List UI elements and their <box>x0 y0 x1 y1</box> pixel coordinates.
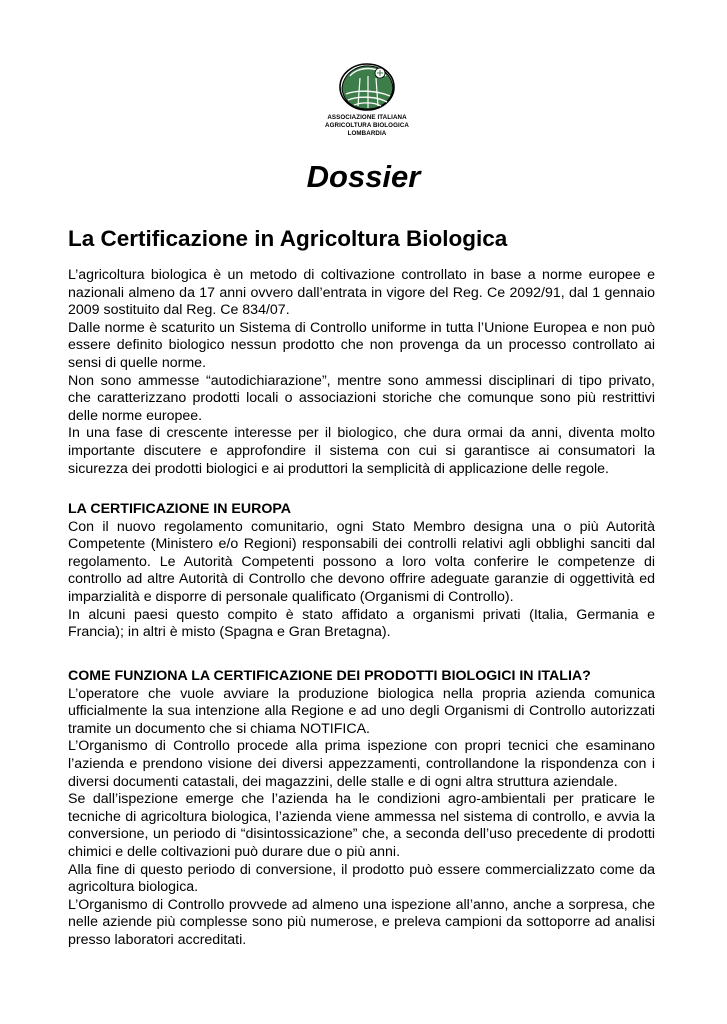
italy-paragraph: L’Organismo di Controllo provvede ad almeno una ispezione all’anno, anche a sorpresa, che nelle aziende più complesse sono più numerose, e preleva campioni da sottoporre ad analisi presso laboratori accreditati. <box>68 896 655 948</box>
europe-section-title: LA CERTIFICAZIONE IN EUROPA <box>68 501 292 517</box>
italy-section-title: COME FUNZIONA LA CERTIFICAZIONE DEI PRODOTTI BIOLOGICI IN ITALIA? <box>68 668 591 684</box>
logo-emblem-icon <box>336 60 398 112</box>
intro-paragraph: Non sono ammesse “autodichiarazione”, mentre sono ammessi disciplinari di tipo privato, che caratterizzano prodotti locali o associazioni storiche che comunque sono più restrittivi delle norme europee. <box>68 372 655 424</box>
logo-text-line1: ASSOCIAZIONE ITALIANA <box>327 114 407 121</box>
europe-paragraph: In alcuni paesi questo compito è stato affidato a organismi privati (Italia, Germania e Francia); in altri è misto (Spagna e Gran Bretagna). <box>68 606 655 641</box>
intro-section <box>68 267 655 478</box>
europe-paragraph: Con il nuovo regolamento comunitario, ogni Stato Membro designa una o più Autorità Competente (Ministero e/o Regioni) responsabili dei controlli relativi agli obblighi sanciti dal regolamento. Le Autorità Competenti possono a loro volta conferire le competenze di controllo ad altre Autorità di Controllo che devono offrire adeguate garanzie di oggettività ed imparzialità e disporre di personale qualificato (Organismi di Controllo). <box>68 518 655 605</box>
italy-paragraph: Alla fine di questo periodo di conversione, il prodotto può essere commercializzato come da agricoltura biologica. <box>68 861 655 896</box>
association-logo <box>312 60 422 138</box>
italy-paragraph: L’operatore che vuole avviare la produzione biologica nella propria azienda comunica ufficialmente la sua intenzione alla Regione e ad uno degli Organismi di Controllo autorizzati tramite un documento che si chiama NOTIFICA. <box>68 685 655 737</box>
document-title: La Certificazione in Agricoltura Biologica <box>68 226 508 251</box>
italy-paragraph: Se dall’ispezione emerge che l’azienda ha le condizioni agro-ambientali per praticare le tecniche di agricoltura biologica, l’azienda viene ammessa nel sistema di controllo, e avvia la conversione, un periodo di “disintossicazione” che, a seconda dell’uso precedente di prodotti chimici e delle coltivazioni può durare due o più anni. <box>68 791 655 860</box>
dossier-heading-text: Dossier <box>306 159 421 194</box>
intro-paragraph: Dalle norme è scaturito un Sistema di Controllo uniforme in tutta l’Unione Europea e non può essere definito biologico nessun prodotto che non provenga da un processo controllato ai sensi di quelle norme. <box>68 319 655 371</box>
dossier-heading <box>0 158 727 196</box>
europe-section <box>68 501 655 642</box>
logo-text-line3: LOMBARDIA <box>347 130 387 137</box>
intro-paragraph: L’agricoltura biologica è un metodo di coltivazione controllato in base a norme europee e nazionali almeno da 17 anni ovvero dall’entrata in vigore del Reg. Ce 2092/91, dal 1 gennaio 2009 sostituito dal Reg. Ce 834/07. <box>68 267 655 319</box>
intro-paragraph: In una fase di crescente interesse per il biologico, che dura ormai da anni, diventa molto importante discutere e approfondire il sistema con cui si garantisce ai consumatori la sicurezza dei prodotti biologici e ai produttori la semplicità di applicazione delle regole. <box>68 425 655 477</box>
italy-section <box>68 668 655 950</box>
logo-text-line2: AGRICOLTURA BIOLOGICA <box>325 122 409 129</box>
italy-paragraph: L’Organismo di Controllo procede alla prima ispezione con propri tecnici che esaminano l’azienda e prendono visione dei diversi appezzamenti, controllandone la rispondenza con i diversi documenti catastali, dei magazzini, delle stalle e di ogni altra struttura aziendale. <box>68 738 655 790</box>
